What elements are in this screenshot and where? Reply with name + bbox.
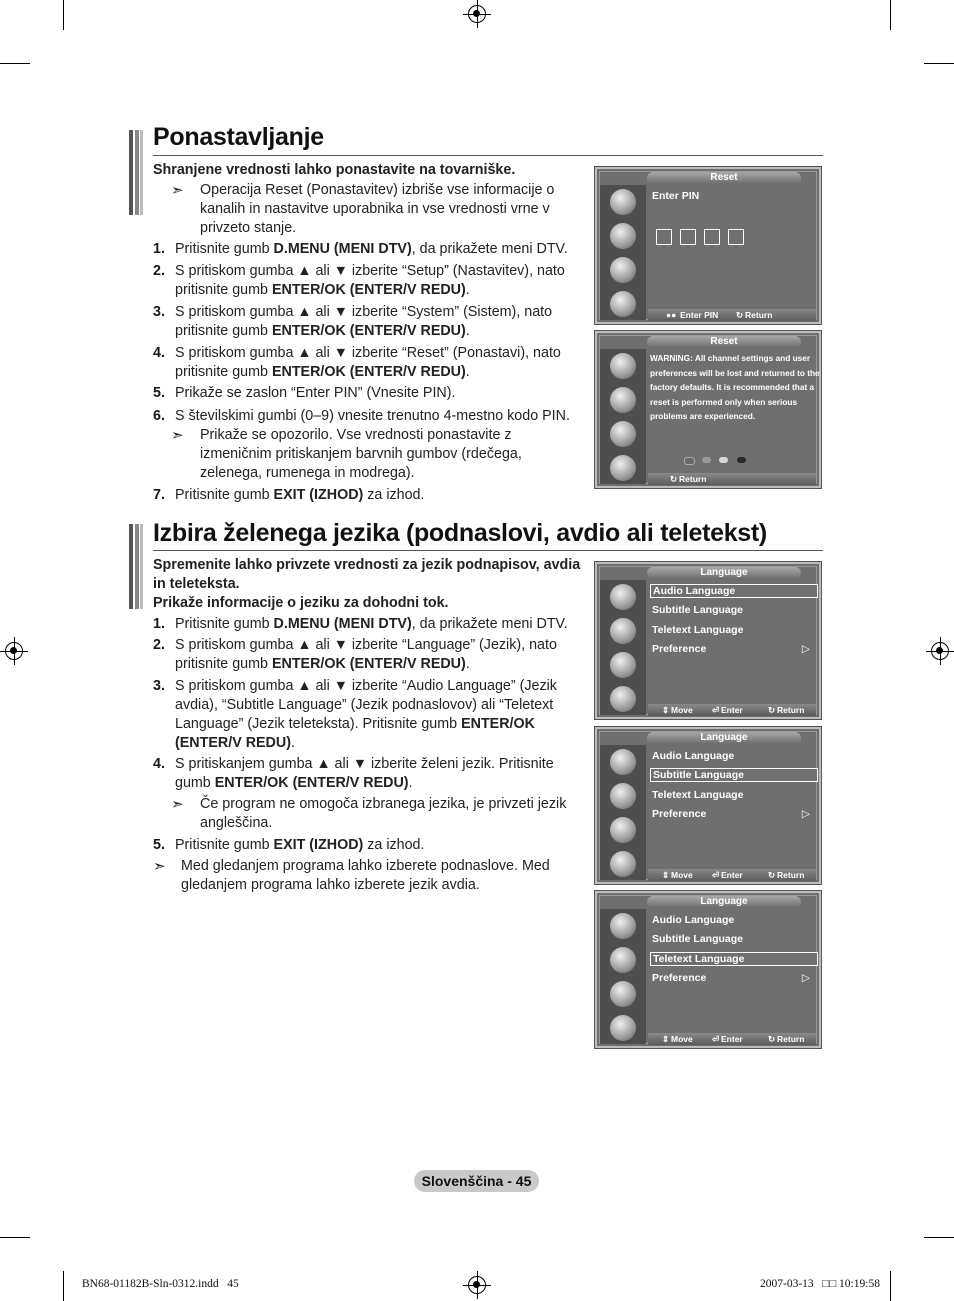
- step-number: 5.: [153, 837, 165, 853]
- pin-digit-box[interactable]: [704, 229, 720, 245]
- tv-screen-language: [595, 891, 821, 1048]
- submenu-arrow-icon: ▷: [801, 808, 810, 820]
- menu-item-language[interactable]: Preference ▷: [652, 808, 810, 820]
- channel-icon: [610, 749, 636, 775]
- menu-item-language[interactable]: Teletext Language: [652, 789, 744, 801]
- crop-mark: [890, 1271, 891, 1301]
- footer-move: Move: [671, 1034, 693, 1044]
- section2-note2: Med gledanjem programa lahko izberete podnaslove. Med gledanjem programa lahko izberete jezik avdia.: [181, 858, 550, 893]
- tv-screen-language: [595, 727, 821, 884]
- footer-return: Return: [777, 1034, 805, 1044]
- note-arrow-icon: ➣: [171, 182, 184, 199]
- return-icon: ↻: [768, 1034, 776, 1044]
- step-text: S pritiskom gumba ▲ ali ▼ izberite “Language” (Jezik), nato pritisnite gumb ENTER/OK (ENTER/V REDU).: [175, 637, 557, 672]
- sound-icon: [610, 618, 636, 644]
- menu-item-language[interactable]: Audio Language: [652, 750, 735, 762]
- section-title-language: Izbira želenega jezika (podnaslovi, avdio ali teletekst): [153, 519, 767, 547]
- section-title-reset: Ponastavljanje: [153, 123, 324, 151]
- footer-return: Return: [745, 310, 773, 320]
- submenu-arrow-icon: ▷: [801, 643, 810, 655]
- enter-pin-label: Enter PIN: [652, 190, 700, 202]
- input-icon: [610, 686, 636, 712]
- step-text: S pritiskom gumba ▲ ali ▼ izberite “System” (Sistem), nato pritisnite gumb ENTER/OK (ENTER/V REDU).: [175, 304, 553, 339]
- menu-item-language[interactable]: Preference ▷: [652, 972, 810, 984]
- move-icon: ⇕: [662, 870, 670, 880]
- step-number: 4.: [153, 345, 165, 361]
- step-text: Pritisnite gumb EXIT (IZHOD) za izhod.: [175, 487, 425, 503]
- step-text: S pritiskom gumba ▲ ali ▼ izberite “Reset” (Ponastavi), nato pritisnite gumb ENTER/OK (ENTER/V REDU).: [175, 345, 561, 380]
- screen-footer: [648, 473, 816, 485]
- tv-screen-reset-warning: [595, 331, 821, 488]
- section-marker: [129, 130, 143, 215]
- screen-footer: [648, 1033, 816, 1045]
- note-arrow-icon: ➣: [153, 858, 166, 875]
- step-number: 4.: [153, 756, 165, 772]
- sound-icon: [610, 947, 636, 973]
- step-text: Pritisnite gumb EXIT (IZHOD) za izhod.: [175, 837, 425, 853]
- screen-sidebar: [600, 580, 646, 715]
- menu-item-language[interactable]: Teletext Language: [650, 952, 818, 966]
- sound-icon: [610, 387, 636, 413]
- title-rule: [153, 550, 823, 551]
- crop-mark: [0, 63, 30, 64]
- section1-note2: Prikaže se opozorilo. Vse vrednosti ponastavite z izmeničnim pritiskanjem barvnih gumbov (rdečega, zelenega, rumenega in modrega).: [200, 427, 522, 481]
- reset-warning-text: WARNING: All channel settings and user preferences will be lost and returned to the factory defaults. It is recommended that a reset is performed only when serious problems are experienced.: [650, 353, 820, 421]
- tv-screen-language: [595, 562, 821, 719]
- screen-footer: [648, 309, 816, 321]
- move-icon: ⇕: [662, 705, 670, 715]
- title-rule: [153, 155, 823, 156]
- note-arrow-icon: ➣: [171, 427, 184, 444]
- registration-mark-icon: [5, 642, 23, 660]
- section-marker: [129, 524, 143, 609]
- step-text: S pritiskom gumba ▲ ali ▼ izberite “Audio Language” (Jezik avdia), “Subtitle Language” (Jezik podnaslovov) ali “Teletext Language” (Jezik teleteksta). Pritisnite gumb ENTER/OK (ENTER/V REDU).: [175, 678, 557, 751]
- crop-mark: [924, 63, 954, 64]
- screen-footer: [648, 704, 816, 716]
- page-number-badge: Slovenščina - 45: [414, 1170, 539, 1192]
- crop-mark: [890, 0, 891, 30]
- input-icon: [610, 851, 636, 877]
- color-button-red: [684, 457, 695, 465]
- crop-mark: [0, 1237, 30, 1238]
- step-text: S pritiskom gumba ▲ ali ▼ izberite “Setup” (Nastavitev), nato pritisnite gumb ENTER/OK (ENTER/V REDU).: [175, 263, 565, 298]
- step-number: 2.: [153, 263, 165, 279]
- pin-digit-box[interactable]: [656, 229, 672, 245]
- footer-move: Move: [671, 870, 693, 880]
- crop-mark: [63, 0, 64, 30]
- color-button-blue: [737, 457, 746, 463]
- section1-note1: Operacija Reset (Ponastavitev) izbriše vse informacije o kanalih in nastavitve uporabnika in vse vrednosti vrne v privzeto stanje.: [200, 182, 555, 236]
- footer-enter-pin: Enter PIN: [680, 310, 719, 320]
- screen-footer: [648, 869, 816, 881]
- screen-sidebar: [600, 909, 646, 1044]
- note-arrow-icon: ➣: [171, 796, 184, 813]
- input-icon: [610, 1015, 636, 1041]
- footer-enter: Enter: [721, 870, 743, 880]
- setup-icon: [610, 817, 636, 843]
- section1-intro: Shranjene vrednosti lahko ponastavite na tovarniške.: [153, 162, 516, 178]
- menu-item-language[interactable]: Preference ▷: [652, 643, 810, 655]
- input-icon: [610, 455, 636, 481]
- screen-title: Reset: [647, 336, 801, 348]
- channel-icon: [610, 353, 636, 379]
- enter-icon: ⏎: [712, 870, 720, 880]
- step-text: Pritisnite gumb D.MENU (MENI DTV), da prikažete meni DTV.: [175, 616, 568, 632]
- step-number: 6.: [153, 408, 165, 424]
- pin-digit-box[interactable]: [680, 229, 696, 245]
- footer-return: Return: [679, 474, 707, 484]
- section2-intro2: Prikaže informacije o jeziku za dohodni tok.: [153, 595, 449, 611]
- return-icon: ↻: [736, 310, 744, 320]
- color-button-green: [702, 457, 711, 463]
- step-number: 5.: [153, 385, 165, 401]
- menu-item-language[interactable]: Subtitle Language: [652, 933, 744, 945]
- slug-date: 2007-03-13 □□ 10:19:58: [760, 1278, 880, 1290]
- screen-title: Language: [647, 732, 801, 744]
- footer-enter: Enter: [721, 705, 743, 715]
- screen-sidebar: [600, 745, 646, 880]
- step-number: 7.: [153, 487, 165, 503]
- tv-screen-reset-pin: [595, 167, 821, 324]
- return-icon: ↻: [670, 474, 678, 484]
- screen-title: Language: [647, 567, 801, 579]
- step-text: Prikaže se zaslon “Enter PIN” (Vnesite PIN).: [175, 385, 456, 401]
- step-number: 3.: [153, 304, 165, 320]
- registration-mark-icon: [468, 5, 486, 23]
- return-icon: ↻: [768, 705, 776, 715]
- input-icon: [610, 291, 636, 317]
- setup-icon: [610, 257, 636, 283]
- menu-item-language[interactable]: Subtitle Language: [650, 768, 818, 782]
- registration-mark-icon: [931, 642, 949, 660]
- return-icon: ↻: [768, 870, 776, 880]
- footer-move: Move: [671, 705, 693, 715]
- step-number: 1.: [153, 241, 165, 257]
- registration-mark-icon: [468, 1276, 486, 1294]
- step-number: 3.: [153, 678, 165, 694]
- menu-item-language[interactable]: Teletext Language: [652, 624, 744, 636]
- color-button-yellow: [719, 457, 728, 463]
- step-number: 1.: [153, 616, 165, 632]
- crop-mark: [63, 1271, 64, 1301]
- enter-icon: ⏎: [712, 705, 720, 715]
- screen-sidebar: [600, 185, 646, 320]
- screen-title: Language: [647, 896, 801, 908]
- footer-return: Return: [777, 870, 805, 880]
- step-number: 2.: [153, 637, 165, 653]
- menu-item-language[interactable]: Subtitle Language: [652, 604, 744, 616]
- footer-enter: Enter: [721, 1034, 743, 1044]
- setup-icon: [610, 981, 636, 1007]
- channel-icon: [610, 189, 636, 215]
- submenu-arrow-icon: ▷: [801, 972, 810, 984]
- channel-icon: [610, 913, 636, 939]
- section2-intro: Spremenite lahko privzete vrednosti za jezik podnapisov, avdia in teleteksta.: [153, 557, 581, 592]
- menu-item-language[interactable]: Audio Language: [650, 584, 818, 598]
- setup-icon: [610, 421, 636, 447]
- slug-file: BN68-01182B-Sln-0312.indd 45: [82, 1278, 239, 1290]
- enter-icon: ⏎: [712, 1034, 720, 1044]
- footer-return: Return: [777, 705, 805, 715]
- sound-icon: [610, 783, 636, 809]
- sound-icon: [610, 223, 636, 249]
- crop-mark: [924, 1237, 954, 1238]
- number-buttons-icon: ●●: [666, 310, 677, 320]
- channel-icon: [610, 584, 636, 610]
- section2-note1: Če program ne omogoča izbranega jezika, je privzeti jezik angleščina.: [200, 796, 567, 831]
- pin-digit-box[interactable]: [728, 229, 744, 245]
- step-text: S številskimi gumbi (0–9) vnesite trenutno 4-mestno kodo PIN.: [175, 408, 570, 424]
- step-text: S pritiskanjem gumba ▲ ali ▼ izberite želeni jezik. Pritisnite gumb ENTER/OK (ENTER/V REDU).: [175, 756, 554, 791]
- step-text: Pritisnite gumb D.MENU (MENI DTV), da prikažete meni DTV.: [175, 241, 568, 257]
- move-icon: ⇕: [662, 1034, 670, 1044]
- screen-title: Reset: [647, 172, 801, 184]
- setup-icon: [610, 652, 636, 678]
- screen-sidebar: [600, 349, 646, 484]
- menu-item-language[interactable]: Audio Language: [652, 914, 735, 926]
